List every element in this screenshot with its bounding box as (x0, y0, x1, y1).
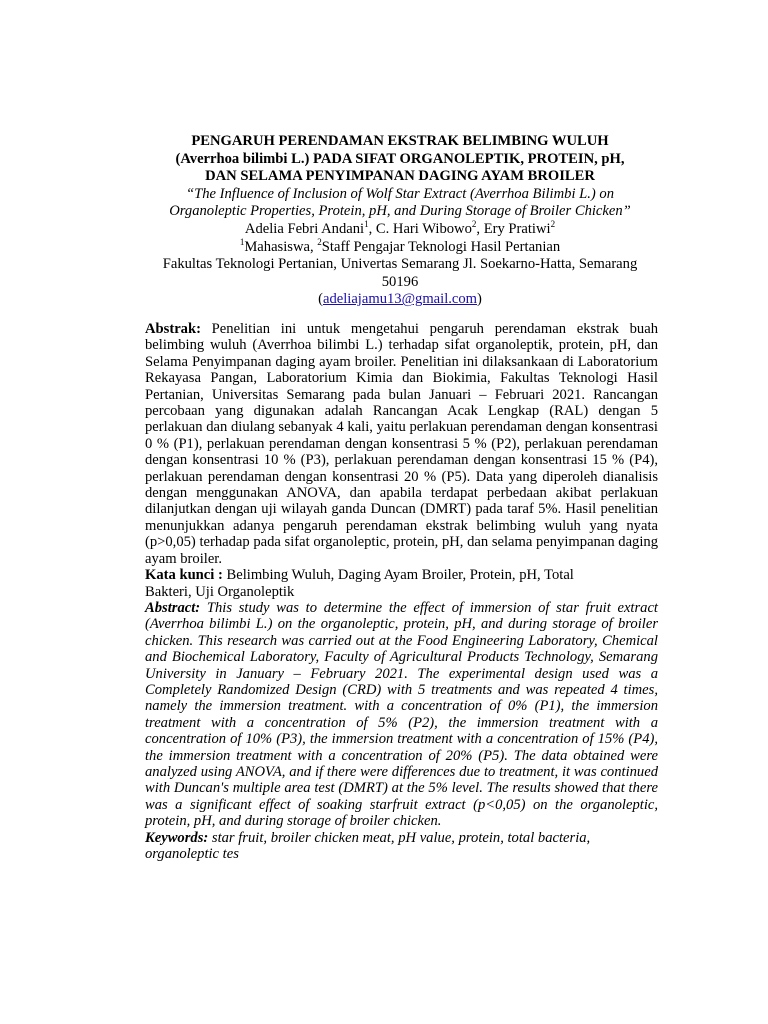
kata-kunci-text: Bakteri, Uji Organoleptik (145, 583, 295, 600)
institution-line: Fakultas Teknologi Pertanian, Univertas Semarang Jl. Soekarno-Hatta, Semarang (162, 256, 638, 273)
author-list (140, 221, 660, 239)
email-link[interactable]: adeliajamu13@gmail.com (322, 291, 478, 308)
affiliation-role: Staff Pengajar Teknologi Hasil Pertanian (321, 238, 561, 255)
author-separator: , (368, 220, 376, 237)
author-name: C. Hari Wibowo (375, 220, 472, 237)
postal-code: 50196 (381, 273, 419, 290)
keywords-text: star fruit, broiler chicken meat, pH value, protein, total bacteria, (208, 829, 591, 846)
english-title (140, 186, 660, 221)
kata-kunci-label: Kata kunci : (145, 567, 223, 584)
email-paren: ) (477, 291, 482, 308)
paper-title (140, 133, 660, 186)
english-title-line: Organoleptic Properties, Protein, pH, and During Storage of Broiler Chicken” (169, 203, 631, 220)
affiliation-roles (140, 236, 660, 257)
author-affiliation-mark: 1 (364, 219, 369, 230)
keywords-label: Keywords: (145, 829, 209, 846)
abstract-text: This study was to determine the effect of immersion of star fruit extract (Averrhoa bilimbi L.) on the organoleptic, protein, pH, and during storage of broiler chicken. This research was carried out at the Food Engineering Laboratory, Chemical and Biochemical Laboratory, Faculty of Agricultural Products Technology, Semarang University in January – February 2021. The experimental design used was a Completely Randomized Design (CRD) with 5 treatments and was repeated 4 times, namely the immersion treatment. with a concentration of 0% (P1), the immersion treatment with a concentration of 5% (P2), the immersion treatment with a concentration of 10% (P3), the immersion treatment with a concentration of 15% (P4), the immersion treatment with a concentration of 20% (P5). The data obtained were analyzed using ANOVA, and if there were differences due to treatment, it was continued with Duncan's multiple area test (DMRT) at the 5% level. The results showed that there was a significant effect of soaking starfruit extract (p<0,05) on the organoleptic, protein, pH, and during storage of broiler chicken. (145, 599, 658, 830)
author-affiliation-mark: 2 (471, 219, 477, 230)
kata-kunci-text: Belimbing Wuluh, Daging Ayam Broiler, Protein, pH, Total (222, 567, 574, 584)
paper-header (140, 133, 660, 309)
keywords-text: organoleptic tes (145, 846, 239, 862)
email-paren: ( (318, 291, 323, 308)
abstrak-label: Abstrak: (145, 321, 201, 337)
title-line: (Averrhoa bilimbi L.) PADA SIFAT ORGANOLEPTIK, PROTEIN, pH, (175, 150, 625, 167)
abstract-label: Abstract: (145, 599, 201, 616)
kata-kunci-paragraph (145, 567, 658, 600)
english-title-line: “The Influence of Inclusion of Wolf Star Extract (Averrhoa Bilimbi L.) on (185, 185, 615, 202)
author-name: Adelia Febri Andani (244, 220, 365, 237)
abstract-paragraph (145, 600, 658, 830)
affiliation-mark: 2 (317, 236, 322, 247)
author-name: Ery Pratiwi (483, 220, 551, 237)
affiliation-mark: 1 (239, 236, 245, 247)
abstrak-paragraph (145, 321, 658, 567)
title-line: DAN SELAMA PENYIMPANAN DAGING AYAM BROILER (205, 168, 595, 185)
keywords-paragraph (145, 830, 658, 863)
paper-body (145, 321, 658, 862)
affiliation-role: Mahasiswa, (244, 238, 318, 255)
title-line: PENGARUH PERENDAMAN EKSTRAK BELIMBING WULUH (191, 133, 609, 149)
abstrak-text: Penelitian ini untuk mengetahui pengaruh perendaman ekstrak buah belimbing wuluh (Averrhoa bilimbi L.) terhadap sifat organoleptik, protein, pH, dan Selama Penyimpanan daging ayam broiler. Penelitian ini dilaksankaan di Laboratorium Rekayasa Pangan, Laboratorium Kimia dan Biokimia, Fakultas Teknologi Hasil Pertanian, Universitas Semarang pada bulan Januari – Februari 2021. Rancangan percobaan yang digunakan adalah Rancangan Acak Lengkap (RAL) dengan 5 perlakuan dan diulang sebanyak 4 kali, yaitu perlakuan perendaman dengan konsentrasi 0 % (P1), perlakuan perendaman dengan konsentrasi 5 % (P2), perlakuan perendaman dengan konsentrasi 10 % (P3), perlakuan perendaman dengan konsentrasi 15 % (P4), perlakuan perendaman dengan konsentrasi 20 % (P5). Data yang diperoleh dianalisis dengan menggunakan ANOVA, dan apabila terdapat perbedaan akibat perlakuan dilanjutkan dengan uji wilayah ganda Duncan (DMRT) pada taraf 5%. Hasil penelitian menunjukkan adanya pengaruh perendaman ekstrak belimbing wuluh yang nyata (p>0,05) terhadap pada sifat organoleptic, protein, pH, dan selama penyimpanan daging ayam broiler. (145, 321, 658, 567)
contact-email (140, 291, 660, 309)
author-separator: , (476, 220, 484, 237)
author-affiliation-mark: 2 (550, 219, 556, 230)
